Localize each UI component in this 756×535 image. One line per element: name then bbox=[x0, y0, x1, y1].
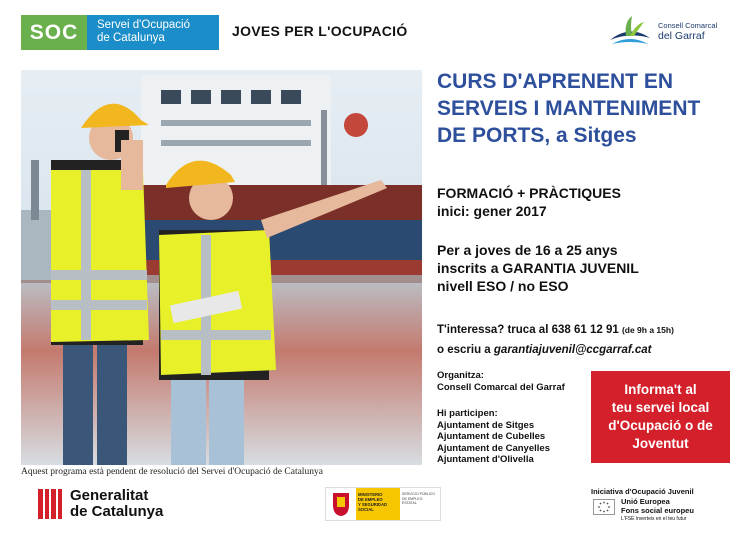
ministerio-logo bbox=[325, 487, 441, 521]
participant-item: Ajuntament de Sitges bbox=[437, 419, 535, 431]
soc-logo-line1: Servei d'Ocupació bbox=[97, 19, 190, 31]
eu-line2: Fons social europeu bbox=[621, 505, 694, 515]
disclaimer: Aquest programa està pendent de resolució del Servei d'Ocupació de Catalunya bbox=[21, 467, 323, 477]
eu-flag-icon bbox=[593, 499, 615, 515]
eu-line1: Unió Europea bbox=[621, 497, 670, 506]
target-audience bbox=[437, 241, 639, 295]
garraf-line2: del Garraf bbox=[658, 30, 705, 42]
spain-shield-icon bbox=[326, 488, 356, 520]
garraf-logo bbox=[606, 14, 716, 50]
contact-phone: T'interessa? truca al 638 61 12 91 bbox=[437, 324, 619, 336]
info-line4: Joventut bbox=[632, 436, 689, 451]
contact-email-prefix: o escriu a bbox=[437, 344, 491, 356]
course-title bbox=[437, 68, 753, 149]
participants-info bbox=[437, 408, 550, 466]
ministerio-line1: MINISTERIO bbox=[358, 492, 383, 497]
soc-logo bbox=[21, 15, 219, 50]
sepe-line2: DE EMPLEO ESTATAL bbox=[402, 496, 423, 505]
info-line3: d'Ocupació o de bbox=[608, 418, 713, 433]
info-callout bbox=[591, 371, 730, 463]
contact-info bbox=[437, 320, 674, 360]
eu-youth-title: Iniciativa d'Ocupació Juvenil bbox=[591, 487, 694, 496]
eu-youth-logo bbox=[591, 487, 701, 523]
generalitat-text bbox=[70, 488, 163, 520]
start-date: inici: gener 2017 bbox=[437, 203, 547, 219]
hero-photo bbox=[21, 70, 422, 465]
ministerio-line3: Y SEGURIDAD SOCIAL bbox=[358, 502, 388, 512]
target-line3: nivell ESO / no ESO bbox=[437, 278, 569, 294]
ministerio-text bbox=[356, 488, 400, 520]
garraf-leaf-icon bbox=[606, 14, 654, 50]
contact-email-link[interactable]: garantiajuvenil@ccgarraf.cat bbox=[493, 344, 652, 356]
training-type: FORMACIÓ + PRÀCTIQUES bbox=[437, 185, 621, 201]
generalitat-flag-icon bbox=[38, 489, 62, 519]
course-title-line3: DE PORTS, a Sitges bbox=[437, 124, 637, 147]
generalitat-line1: Generalitat bbox=[70, 487, 149, 504]
participant-item: Ajuntament de Cubelles bbox=[437, 431, 546, 442]
generalitat-line2: de Catalunya bbox=[70, 503, 164, 520]
participant-item: Ajuntament de Canyelles bbox=[437, 442, 550, 454]
ministerio-line2: DE EMPLEO bbox=[358, 497, 383, 502]
contact-phone-row bbox=[437, 320, 674, 340]
sepe-line1: SERVICIO PÚBLICO bbox=[402, 492, 436, 496]
garraf-logo-text bbox=[658, 21, 717, 41]
course-title-line1: CURS D'APRENENT EN bbox=[437, 70, 674, 93]
organizer-label: Organitza: bbox=[437, 370, 484, 381]
participants-label: Hi participen: bbox=[437, 408, 498, 419]
info-line1: Informa't al bbox=[624, 382, 697, 397]
info-line2: teu servei local bbox=[611, 400, 710, 415]
participant-item: Ajuntament d'Olivella bbox=[437, 454, 534, 465]
target-line2: inscrits a GARANTIA JUVENIL bbox=[437, 260, 639, 276]
target-line1: Per a joves de 16 a 25 anys bbox=[437, 242, 618, 258]
soc-logo-abbr: SOC bbox=[21, 15, 87, 50]
eu-youth-text bbox=[621, 498, 694, 524]
soc-logo-text bbox=[87, 15, 219, 50]
course-title-line2: SERVEIS I MANTENIMENT bbox=[437, 97, 701, 120]
contact-hours: (de 9h a 15h) bbox=[621, 325, 674, 335]
eu-line3: L'FSE inverteix en el teu futur bbox=[621, 516, 687, 522]
contact-email-row bbox=[437, 340, 674, 360]
garraf-line1: Consell Comarcal bbox=[658, 21, 718, 30]
organizer-name: Consell Comarcal del Garraf bbox=[437, 381, 565, 393]
program-title: JOVES PER L'OCUPACIÓ bbox=[232, 23, 408, 39]
organizer-info bbox=[437, 370, 565, 393]
sepe-text bbox=[400, 488, 440, 520]
soc-logo-line2: de Catalunya bbox=[97, 32, 165, 44]
generalitat-logo bbox=[38, 487, 163, 521]
training-info bbox=[437, 184, 621, 220]
